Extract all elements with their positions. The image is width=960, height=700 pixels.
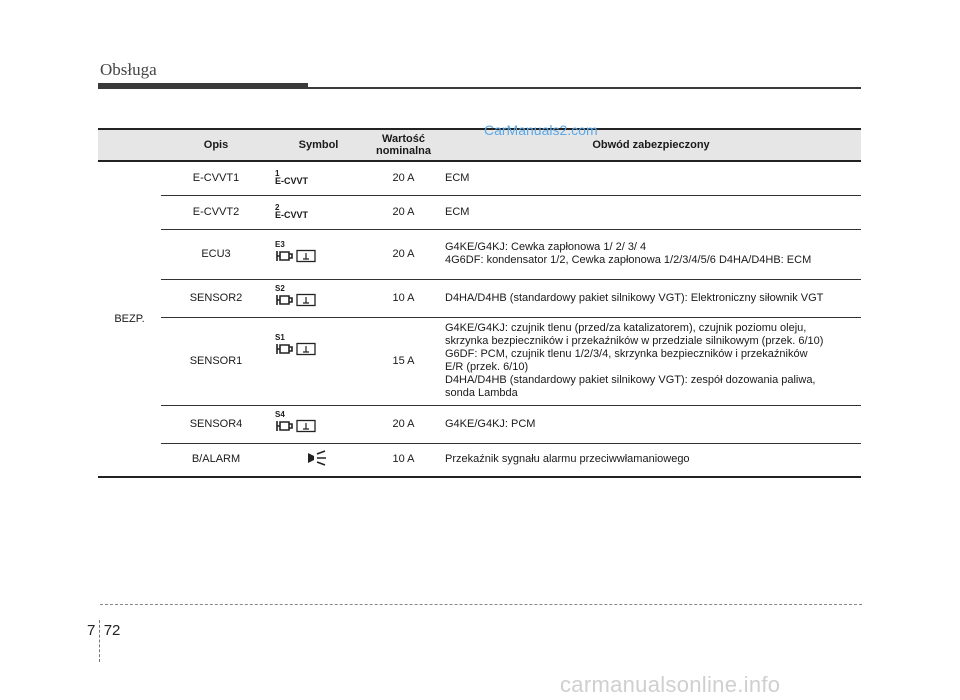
watermark-bottom: carmanualsonline.info <box>560 672 781 697</box>
engine-computer-icon: E3 <box>275 239 335 266</box>
header-desc: Opis <box>161 129 271 161</box>
fuse-circuit: ECM <box>441 161 861 195</box>
fuse-circuit: D4HA/D4HB (standardowy pakiet silnikowy VGT): Elektroniczny siłownik VGT <box>441 279 861 317</box>
header-value: Wartość nominalna <box>366 129 441 161</box>
header-circuit: Obwód zabezpieczony <box>441 129 861 161</box>
table-row <box>98 317 861 405</box>
fuse-value: 20 A <box>366 229 441 279</box>
fuse-circuit: G4KE/G4KJ: PCM <box>441 405 861 443</box>
fuse-circuit: ECM <box>441 195 861 229</box>
header-symbol: Symbol <box>271 129 366 161</box>
fuse-symbol <box>271 279 366 317</box>
footer-rule <box>100 604 862 605</box>
fuse-desc: SENSOR4 <box>161 405 271 443</box>
fuse-symbol <box>271 443 366 477</box>
footer-separator <box>99 620 100 662</box>
fuse-symbol <box>271 161 366 195</box>
horn-icon <box>305 457 327 469</box>
fuse-symbol <box>271 229 366 279</box>
fuse-desc: E-CVVT2 <box>161 195 271 229</box>
watermark-top: CarManuals2.com <box>484 122 598 138</box>
fuse-symbol <box>271 195 366 229</box>
fuse-circuit: G4KE/G4KJ: Cewka zapłonowa 1/ 2/ 3/ 4 4G6DF: kondensator 1/2, Cewka zapłonowa 1/2/3/4/5/6 D4HA/D4HB: ECM <box>441 229 861 279</box>
table-row <box>98 229 861 279</box>
fuse-symbol <box>271 405 366 443</box>
title-bar <box>98 83 308 89</box>
table-row <box>98 279 861 317</box>
title-rule <box>308 87 861 89</box>
fuse-circuit: G4KE/G4KJ: czujnik tlenu (przed/za katalizatorem), czujnik poziomu oleju, skrzynka bezpieczników i przekaźników w przedziale silnikowym (przek. 6/10) G6DF: PCM, czujnik tlenu 1/2/3/4, skrzynka bezpieczników i przekaźników E/R (przek. 6/10) D4HA/D4HB (standardowy pakiet silnikowy VGT): zespół dozowania paliwa, sonda Lambda <box>441 317 861 405</box>
section-title: Obsługa <box>100 60 157 79</box>
fuse-table <box>98 128 861 478</box>
fuse-desc: SENSOR1 <box>161 317 271 405</box>
table-header-row <box>98 129 861 161</box>
table-row <box>98 195 861 229</box>
page-number: 7 72 <box>87 622 121 639</box>
group-label: BEZP. <box>98 161 161 477</box>
table-row <box>98 405 861 443</box>
fuse-value: 20 A <box>366 161 441 195</box>
fuse-desc: ECU3 <box>161 229 271 279</box>
ecvvt-symbol: 1 E-CVVT <box>275 168 309 186</box>
fuse-value: 20 A <box>366 195 441 229</box>
fuse-circuit: Przekaźnik sygnału alarmu przeciwwłamaniowego <box>441 443 861 477</box>
engine-computer-icon: S2 <box>275 283 335 310</box>
fuse-symbol <box>271 317 366 405</box>
fuse-value: 10 A <box>366 279 441 317</box>
fuse-desc: SENSOR2 <box>161 279 271 317</box>
header-group <box>98 129 161 161</box>
table-row <box>98 161 861 195</box>
engine-computer-icon: S1 <box>275 332 335 359</box>
fuse-desc: B/ALARM <box>161 443 271 477</box>
fuse-value: 15 A <box>366 317 441 405</box>
fuse-value: 10 A <box>366 443 441 477</box>
ecvvt-symbol: 2 E-CVVT <box>275 202 309 220</box>
engine-computer-icon: S4 <box>275 409 335 436</box>
fuse-value: 20 A <box>366 405 441 443</box>
fuse-desc: E-CVVT1 <box>161 161 271 195</box>
table-row <box>98 443 861 477</box>
